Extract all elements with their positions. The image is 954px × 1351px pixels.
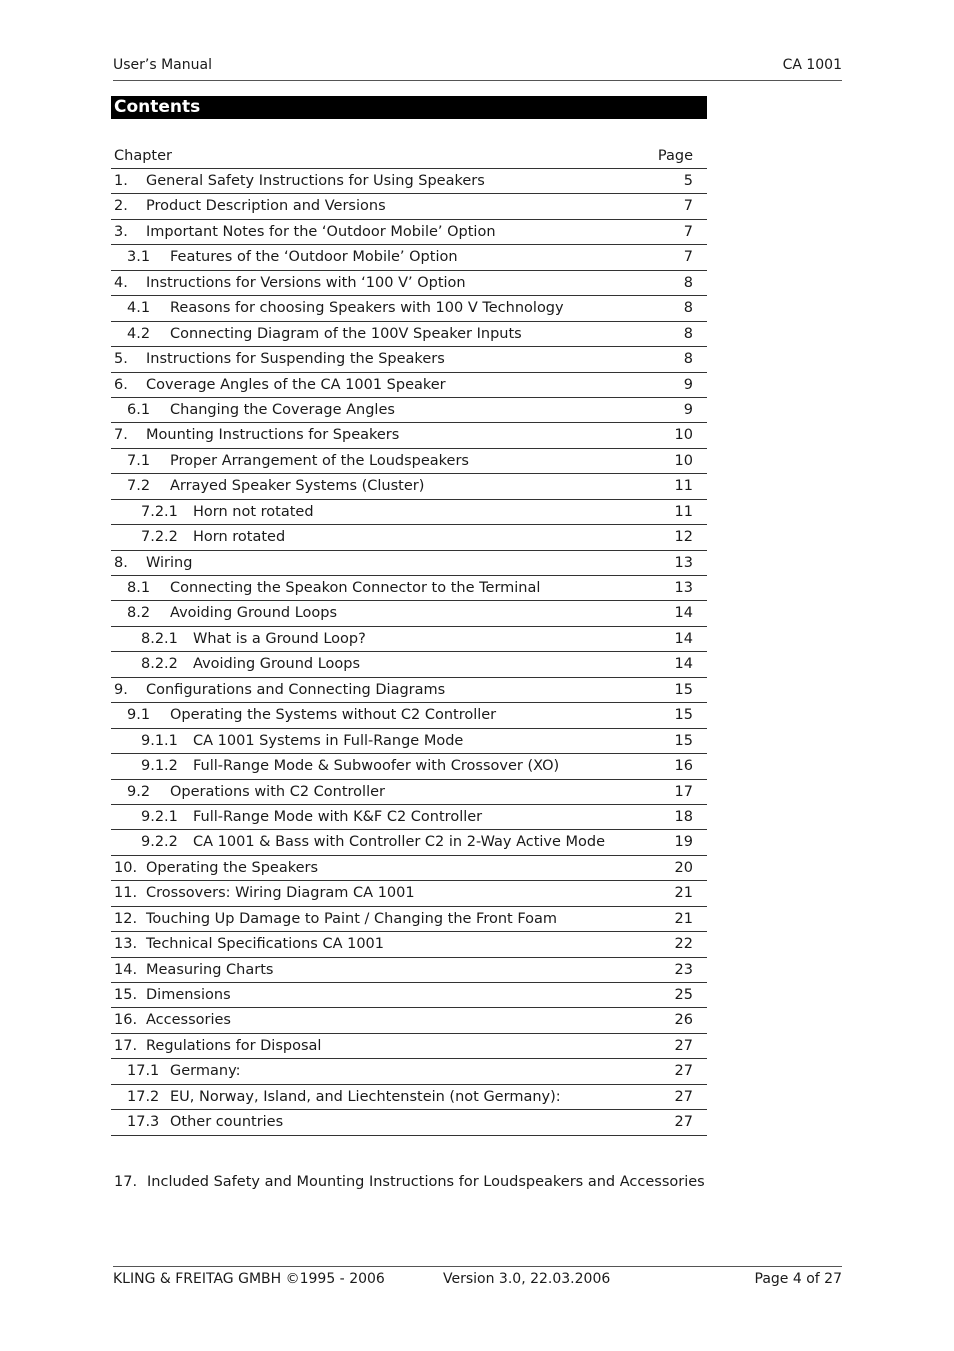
toc-entry-page[interactable]: 8 [683, 351, 693, 368]
toc-entry-page[interactable]: 15 [674, 681, 693, 698]
toc-entry-title[interactable]: Important Notes for the ‘Outdoor Mobile’ Option [146, 223, 496, 240]
footer-version: Version 3.0, 22.03.2006 [443, 1271, 611, 1287]
toc-entry-page[interactable]: 10 [674, 452, 693, 469]
toc-entry-title[interactable]: Connecting the Speakon Connector to the Terminal [170, 580, 541, 596]
toc-entry-title[interactable]: Mounting Instructions for Speakers [146, 427, 400, 444]
trailing-entry-title: Included Safety and Mounting Instructions for Loudspeakers and Accessories [147, 1174, 705, 1190]
toc-entry-number: 9.2.2 [141, 834, 178, 851]
toc-entry-title[interactable]: EU, Norway, Island, and Liechtenstein (not Germany): [170, 1088, 561, 1105]
toc-entry[interactable] [111, 830, 707, 855]
toc-entry-title[interactable]: Operating the Systems without C2 Controller [170, 707, 497, 724]
toc-entry-number: 9.1.2 [141, 758, 178, 775]
toc-entry-title[interactable]: Full-Range Mode & Subwoofer with Crossover (XO) [193, 758, 560, 775]
toc-entry-title[interactable]: Full-Range Mode with K&F C2 Controller [193, 808, 483, 825]
toc-entry-number: 7.1 [127, 452, 151, 469]
toc-rows [111, 169, 707, 1136]
toc-page-header: Page [657, 148, 693, 164]
toc-entry[interactable] [111, 1008, 707, 1033]
toc-entry-page[interactable]: 9 [683, 376, 693, 393]
toc-entry-number: 4.1 [127, 300, 151, 317]
toc-entry-title[interactable]: Wiring [146, 554, 193, 571]
toc-entry[interactable] [111, 907, 707, 932]
toc-entry-page[interactable]: 27 [674, 1114, 693, 1131]
toc-entry-number: 10. [114, 859, 138, 876]
toc-entry-number: 16. [114, 1012, 138, 1029]
toc-entry[interactable] [111, 729, 707, 754]
toc-entry-number: 8. [114, 554, 128, 571]
toc-entry-title[interactable]: Germany: [170, 1063, 241, 1080]
header-model-label: CA 1001 [782, 57, 842, 73]
toc-entry-title[interactable]: Avoiding Ground Loops [193, 656, 361, 673]
toc-entry-page[interactable]: 14 [674, 630, 693, 647]
toc-entry-page[interactable]: 15 [674, 732, 693, 749]
toc-entry-title[interactable]: Horn not rotated [193, 503, 314, 520]
toc-entry[interactable] [111, 194, 707, 219]
toc-entry-title[interactable]: Connecting Diagram of the 100V Speaker Inputs [170, 325, 522, 342]
toc-entry-number: 17. [114, 1037, 138, 1054]
toc-entry-number: 3.1 [127, 249, 151, 266]
toc-entry[interactable] [111, 1034, 707, 1059]
toc-entry[interactable] [111, 932, 707, 957]
toc-entry-title[interactable]: Changing the Coverage Angles [170, 401, 395, 418]
toc-entry-page[interactable]: 7 [683, 249, 693, 266]
toc-entry-page[interactable]: 21 [674, 885, 693, 902]
toc-entry[interactable] [111, 322, 707, 347]
toc-entry-number: 8.1 [127, 580, 151, 596]
toc-entry-title[interactable]: Instructions for Suspending the Speakers [146, 351, 445, 368]
toc-entry-page[interactable]: 14 [674, 605, 693, 622]
toc-entry[interactable] [111, 423, 707, 448]
toc-entry-title[interactable]: Arrayed Speaker Systems (Cluster) [170, 478, 425, 495]
toc-entry-title[interactable]: What is a Ground Loop? [193, 630, 366, 647]
toc-entry-number: 5. [114, 351, 128, 368]
toc-entry-number: 14. [114, 961, 138, 978]
toc-entry-page[interactable]: 11 [674, 478, 693, 495]
toc-entry-page[interactable]: 19 [674, 834, 693, 851]
toc-entry-page[interactable]: 8 [683, 325, 693, 342]
toc-entry[interactable] [111, 1059, 707, 1084]
toc-entry[interactable] [111, 373, 707, 398]
toc-entry-title[interactable]: Proper Arrangement of the Loudspeakers [170, 452, 469, 469]
toc-entry[interactable] [111, 296, 707, 321]
toc-entry[interactable] [111, 703, 707, 728]
table-of-contents [111, 143, 707, 1136]
toc-entry-number: 8.2.1 [141, 630, 178, 647]
toc-entry-number: 8.2.2 [141, 656, 178, 673]
toc-entry[interactable] [111, 627, 707, 652]
toc-entry-page[interactable]: 14 [674, 656, 693, 673]
page-header [113, 57, 842, 81]
toc-entry-page[interactable]: 27 [674, 1037, 693, 1054]
toc-entry-number: 12. [114, 910, 138, 927]
toc-entry-number: 11. [114, 885, 138, 902]
toc-entry-title[interactable]: Other countries [170, 1114, 284, 1131]
toc-entry[interactable] [111, 652, 707, 677]
toc-entry-page[interactable]: 27 [674, 1088, 693, 1105]
toc-entry-number: 17.2 [127, 1088, 160, 1105]
toc-entry[interactable] [111, 500, 707, 525]
toc-entry-number: 6.1 [127, 401, 151, 418]
toc-entry-number: 9.2.1 [141, 808, 178, 825]
toc-entry-title[interactable]: Product Description and Versions [146, 198, 386, 215]
toc-entry[interactable] [111, 169, 707, 194]
toc-entry-page[interactable]: 11 [674, 503, 693, 520]
toc-entry[interactable] [111, 449, 707, 474]
toc-entry-page[interactable]: 17 [674, 783, 693, 800]
toc-entry-number: 7.2.1 [141, 503, 178, 520]
toc-entry[interactable] [111, 245, 707, 270]
toc-entry-page[interactable]: 9 [683, 401, 693, 418]
toc-entry-page[interactable]: 20 [674, 859, 693, 876]
toc-entry-number: 15. [114, 987, 138, 1003]
toc-entry[interactable] [111, 1110, 707, 1135]
toc-entry-title[interactable]: Accessories [146, 1012, 231, 1029]
toc-entry-title[interactable]: Touching Up Damage to Paint / Changing the Front Foam [146, 910, 558, 927]
toc-entry[interactable] [111, 856, 707, 881]
toc-entry-title[interactable]: Features of the ‘Outdoor Mobile’ Option [170, 249, 458, 266]
page-footer [113, 1266, 842, 1287]
toc-entry-number: 4. [114, 274, 128, 291]
toc-entry-page[interactable]: 13 [674, 580, 693, 596]
toc-chapter-header: Chapter [114, 148, 172, 164]
toc-entry-title[interactable]: Dimensions [146, 987, 231, 1003]
toc-entry-number: 9.2 [127, 783, 151, 800]
toc-entry-title[interactable]: Regulations for Disposal [146, 1037, 322, 1054]
toc-entry-number: 6. [114, 376, 128, 393]
toc-entry-title[interactable]: Avoiding Ground Loops [170, 605, 338, 622]
toc-entry-page[interactable]: 7 [683, 223, 693, 240]
toc-entry-number: 9.1.1 [141, 732, 178, 749]
toc-entry-page[interactable]: 27 [674, 1063, 693, 1080]
toc-entry-page[interactable]: 5 [683, 173, 693, 189]
toc-entry-page[interactable]: 25 [674, 987, 693, 1003]
toc-entry-title[interactable]: Instructions for Versions with ‘100 V’ Option [146, 274, 466, 291]
toc-entry[interactable] [111, 347, 707, 372]
header-manual-label: User’s Manual [113, 57, 212, 73]
toc-entry[interactable] [111, 271, 707, 296]
toc-entry-number: 3. [114, 223, 128, 240]
toc-entry-number: 7.2 [127, 478, 151, 495]
toc-entry-page[interactable]: 12 [674, 529, 693, 546]
toc-entry-page[interactable]: 8 [683, 274, 693, 291]
toc-entry-page[interactable]: 23 [674, 961, 693, 978]
toc-entry-title[interactable]: General Safety Instructions for Using Speakers [146, 173, 485, 189]
toc-entry[interactable] [111, 958, 707, 983]
trailing-entry-number: 17. [114, 1174, 138, 1190]
toc-entry-page[interactable]: 21 [674, 910, 693, 927]
toc-entry-number: 13. [114, 936, 138, 953]
toc-entry[interactable] [111, 220, 707, 245]
toc-entry[interactable] [111, 474, 707, 499]
toc-entry[interactable] [111, 601, 707, 626]
toc-entry-title[interactable]: Crossovers: Wiring Diagram CA 1001 [146, 885, 415, 902]
toc-entry[interactable] [111, 805, 707, 830]
toc-entry-title[interactable]: Measuring Charts [146, 961, 274, 978]
toc-entry[interactable] [111, 1085, 707, 1110]
toc-header-row [111, 143, 707, 169]
toc-entry-number: 9. [114, 681, 128, 698]
toc-entry-number: 7.2.2 [141, 529, 178, 546]
toc-entry-number: 17.3 [127, 1114, 160, 1131]
toc-entry[interactable] [111, 881, 707, 906]
toc-entry-page[interactable]: 7 [683, 198, 693, 215]
footer-copyright: KLING & FREITAG GMBH ©1995 - 2006 [113, 1271, 385, 1287]
toc-entry-page[interactable]: 22 [674, 936, 693, 953]
toc-entry-number: 4.2 [127, 325, 151, 342]
toc-entry[interactable] [111, 576, 707, 601]
toc-entry[interactable] [111, 525, 707, 550]
toc-entry-number: 1. [114, 173, 128, 189]
toc-entry-page[interactable]: 8 [683, 300, 693, 317]
footer-page-number: Page 4 of 27 [754, 1271, 842, 1287]
toc-entry-title[interactable]: Horn rotated [193, 529, 286, 546]
toc-entry-page[interactable]: 26 [674, 1012, 693, 1029]
toc-entry-title[interactable]: CA 1001 & Bass with Controller C2 in 2-Way Active Mode [193, 834, 606, 851]
toc-entry-number: 17.1 [127, 1063, 160, 1080]
toc-entry-title[interactable]: Coverage Angles of the CA 1001 Speaker [146, 376, 446, 393]
toc-entry-number: 8.2 [127, 605, 151, 622]
toc-entry-page[interactable]: 13 [674, 554, 693, 571]
toc-entry-title[interactable]: Configurations and Connecting Diagrams [146, 681, 446, 698]
toc-entry-page[interactable]: 10 [674, 427, 693, 444]
toc-entry-number: 7. [114, 427, 128, 444]
toc-entry-title[interactable]: Reasons for choosing Speakers with 100 V Technology [170, 300, 564, 317]
toc-entry-number: 2. [114, 198, 128, 215]
toc-entry-page[interactable]: 18 [674, 808, 693, 825]
toc-entry[interactable] [111, 398, 707, 423]
toc-entry[interactable] [111, 754, 707, 779]
toc-entry-title[interactable]: CA 1001 Systems in Full-Range Mode [193, 732, 464, 749]
toc-entry[interactable] [111, 551, 707, 576]
toc-entry-page[interactable]: 16 [674, 758, 693, 775]
toc-entry[interactable] [111, 983, 707, 1008]
toc-entry-title[interactable]: Operations with C2 Controller [170, 783, 385, 800]
toc-entry[interactable] [111, 780, 707, 805]
contents-heading: Contents [111, 96, 707, 119]
toc-entry-page[interactable]: 15 [674, 707, 693, 724]
toc-entry-title[interactable]: Operating the Speakers [146, 859, 319, 876]
toc-entry[interactable] [111, 678, 707, 703]
toc-entry-number: 9.1 [127, 707, 151, 724]
toc-entry-title[interactable]: Technical Specifications CA 1001 [146, 936, 385, 953]
